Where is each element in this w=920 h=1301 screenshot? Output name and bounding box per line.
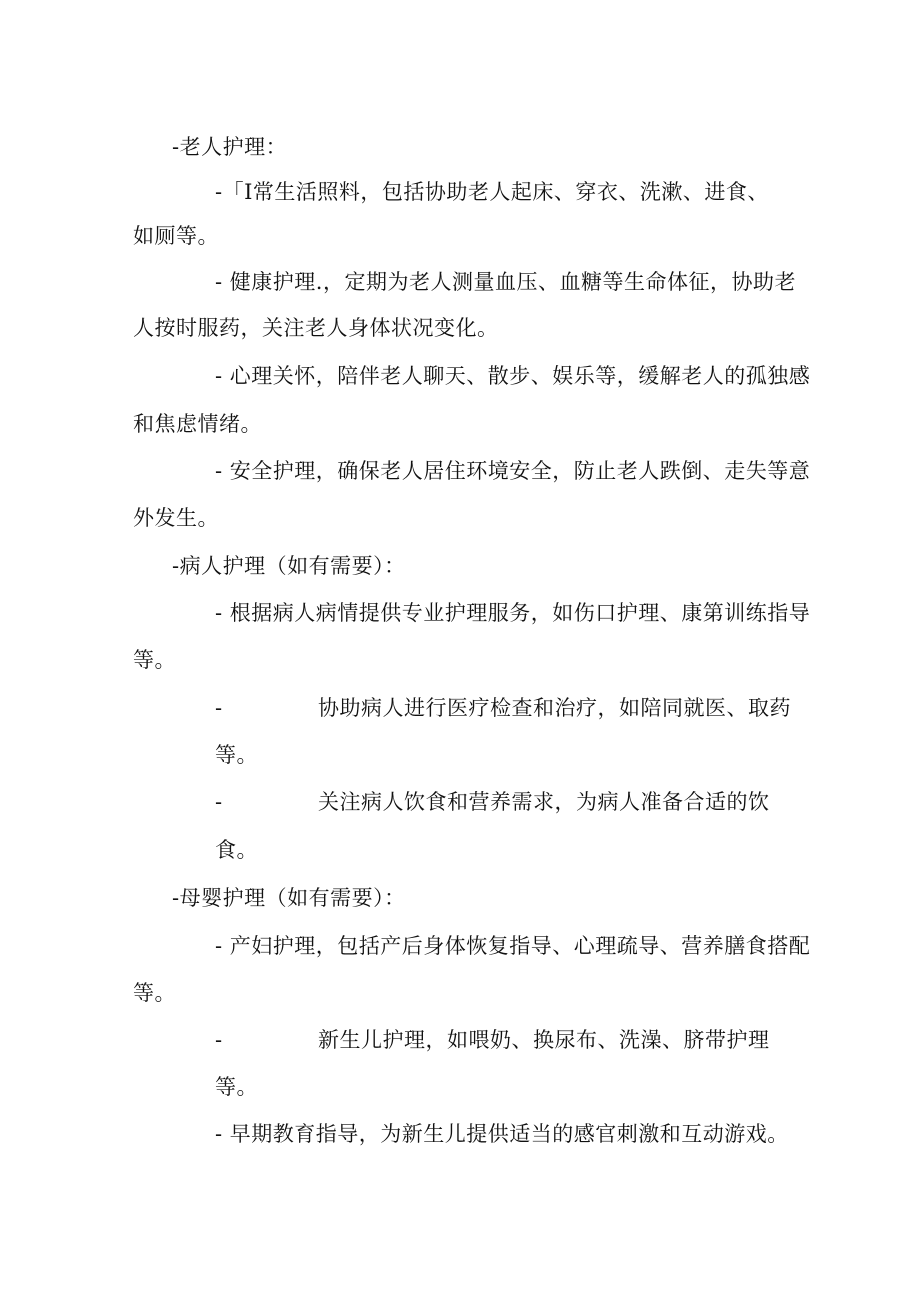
safety-care-line-2: 外发生。 <box>133 506 219 530</box>
newborn-care-line-2: 等。 <box>215 1075 258 1099</box>
newborn-care-dash: - <box>215 1028 223 1052</box>
newborn-care-line-1: 新生儿护理，如喂奶、换尿布、洗澡、脐带护理 <box>318 1028 770 1052</box>
diet-care-line-1: 关注病人饮食和营养需求，为病人准备合适的饮 <box>318 790 770 814</box>
early-education-line: - 早期教育指导，为新生儿提供适当的感官刺激和互动游戏。 <box>215 1122 789 1146</box>
medical-care-line-2: 等。 <box>215 743 258 767</box>
daily-care-line-1: -「I常生活照料，包括协助老人起床、穿衣、洗漱、进食、 <box>215 180 769 204</box>
safety-care-line-1: - 安全护理，确保老人居住环境安全，防止老人跌倒、走失等意 <box>215 459 811 483</box>
medical-care-line-1: 协助病人进行医疗检查和治疗，如陪同就医、取药 <box>318 696 791 720</box>
elderly-care-heading: -老人护理： <box>172 135 288 159</box>
health-care-line-1: - 健康护理.，定期为老人测量血压、血糖等生命体征，协助老 <box>215 270 796 294</box>
diet-care-line-2: 食。 <box>215 838 258 862</box>
psych-care-line-2: 和焦虑情绪。 <box>133 412 262 436</box>
postpartum-care-line-1: - 产妇护理，包括产后身体恢复指导、心理疏导、营养膳食搭配 <box>215 934 811 958</box>
professional-care-line-1: - 根据病人病情提供专业护理服务，如伤口护理、康第训练指导 <box>215 601 811 625</box>
diet-care-dash: - <box>215 790 223 814</box>
psych-care-line-1: - 心理关怀，陪伴老人聊天、散步、娱乐等，缓解老人的孤独感 <box>215 364 811 388</box>
professional-care-line-2: 等。 <box>133 648 176 672</box>
daily-care-line-2: 如厕等。 <box>133 224 219 248</box>
patient-care-heading: -病人护理（如有需要）： <box>172 554 406 578</box>
health-care-line-2: 人按时服药，关注老人身体状况变化。 <box>133 316 499 340</box>
postpartum-care-line-2: 等。 <box>133 981 176 1005</box>
medical-care-dash: - <box>215 696 223 720</box>
maternal-care-heading: -母婴护理（如有需要）： <box>172 886 406 910</box>
